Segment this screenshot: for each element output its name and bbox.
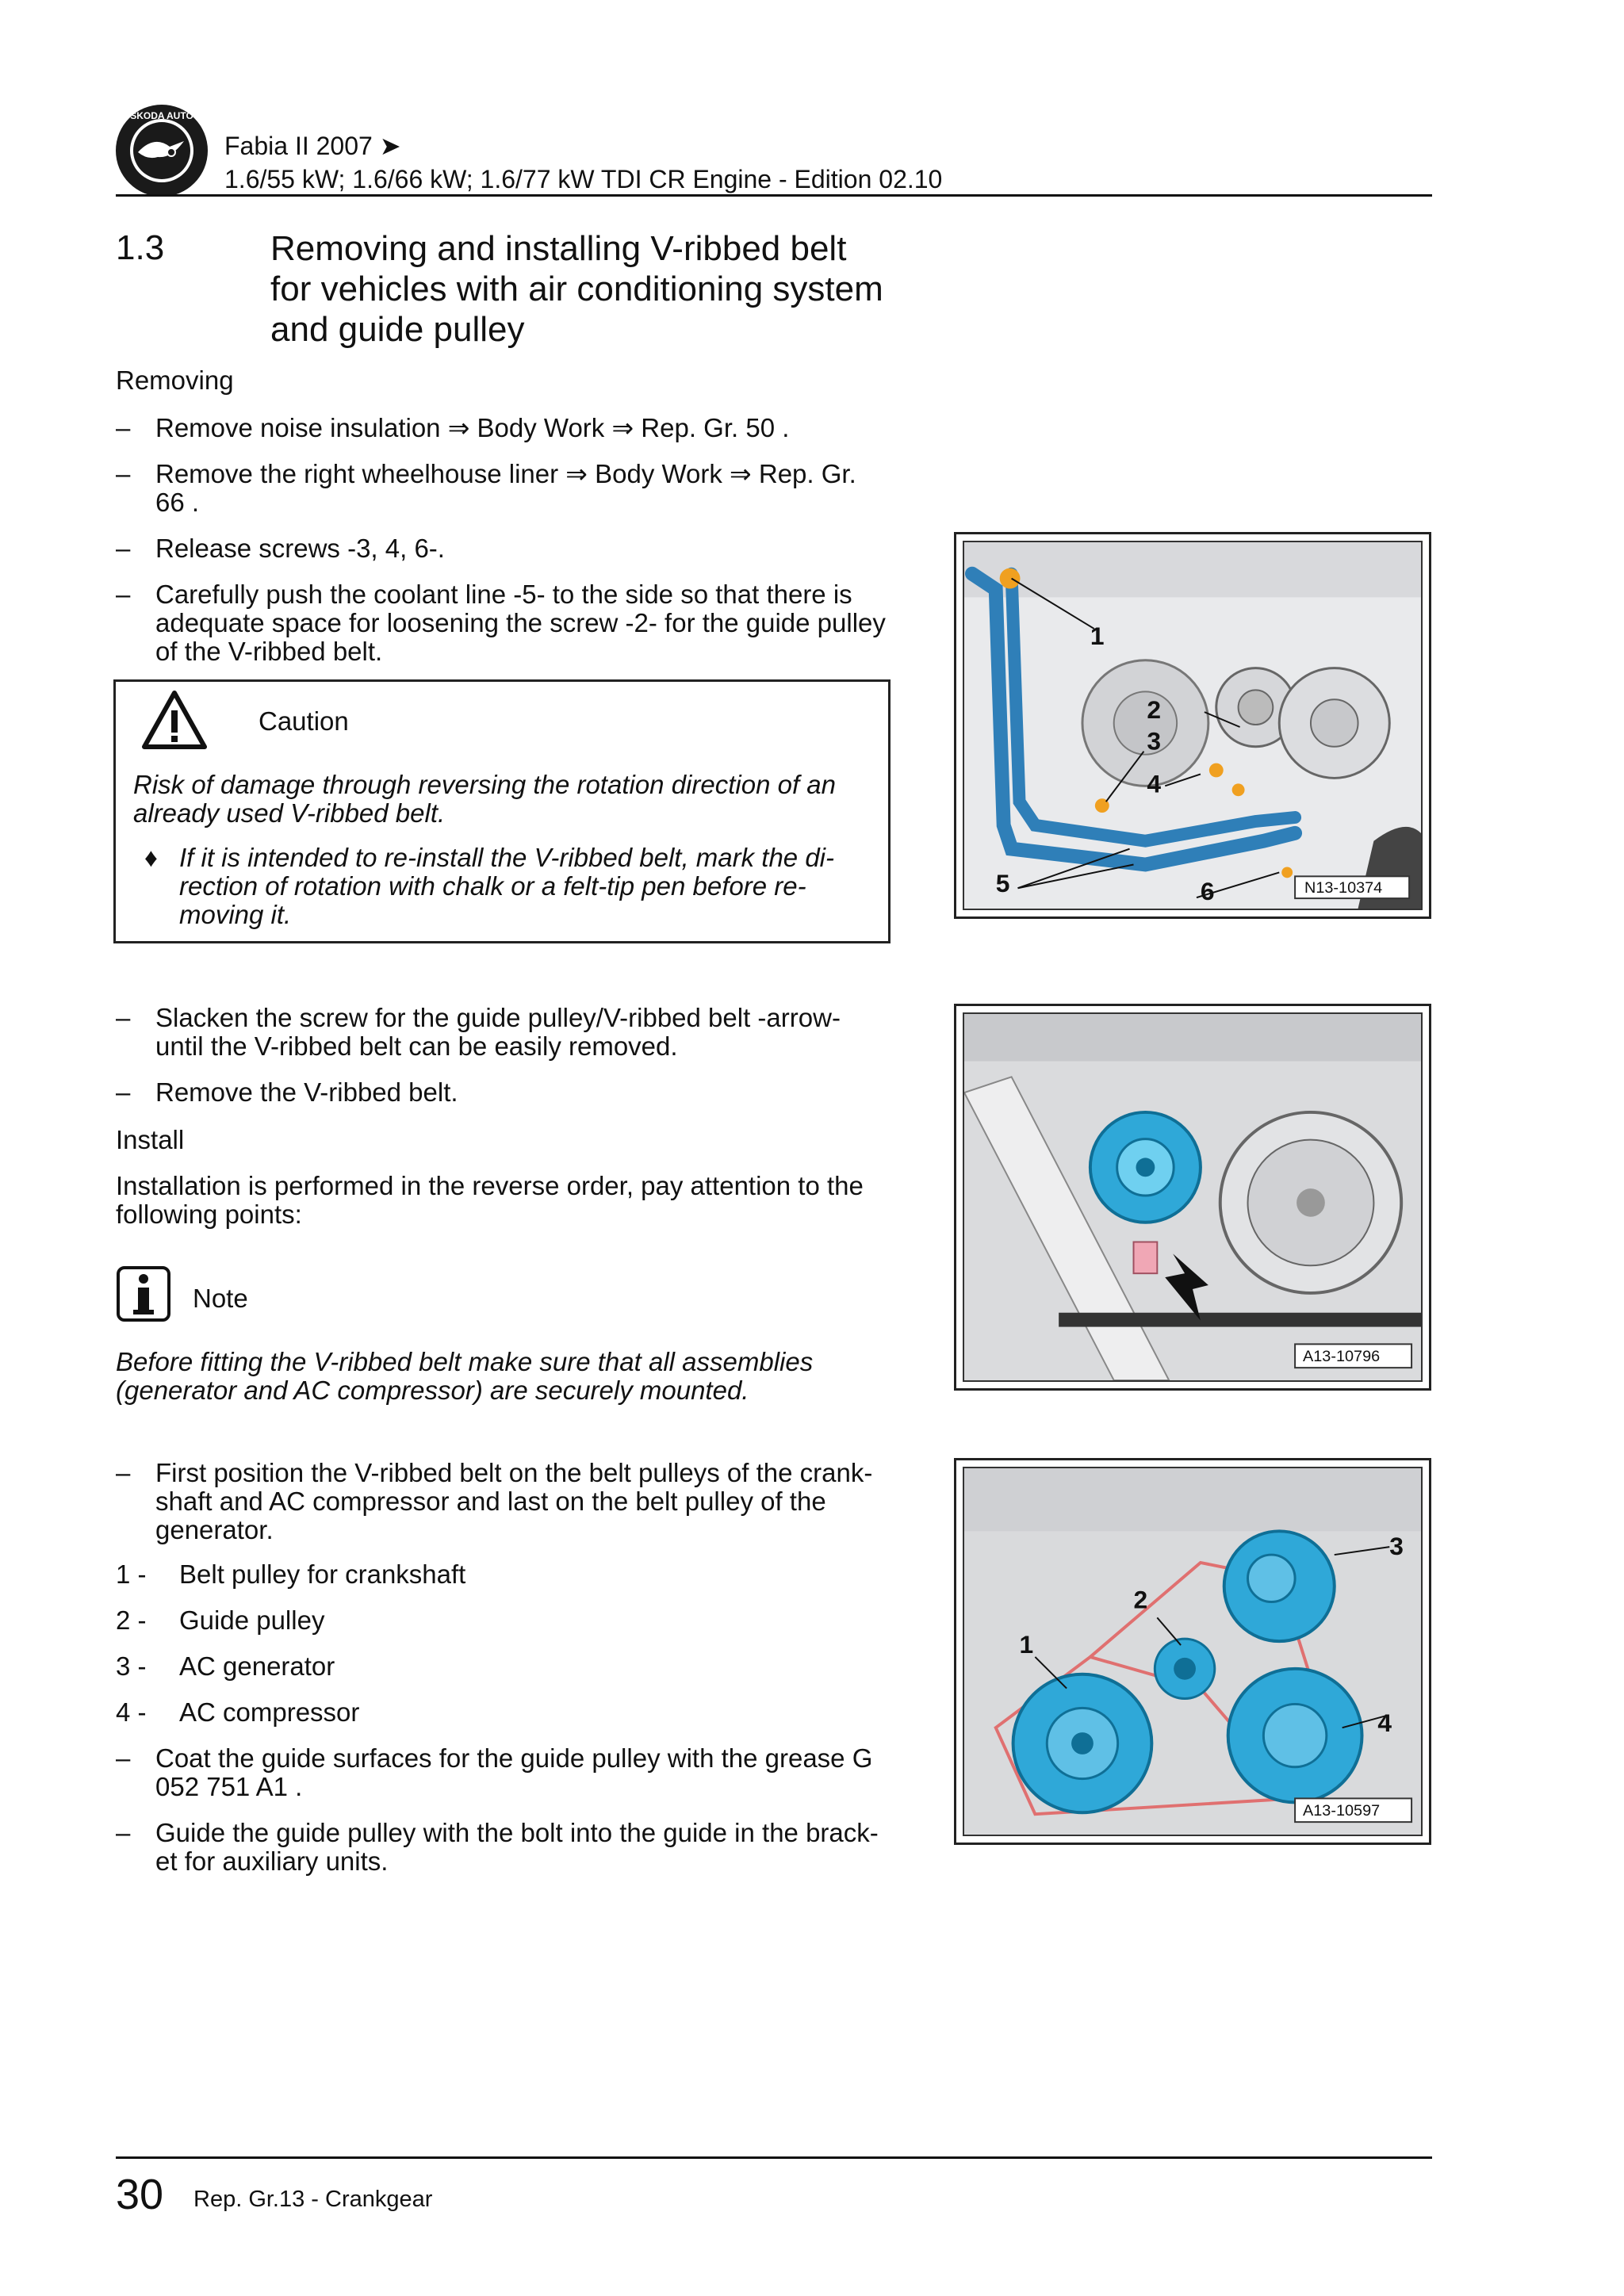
caution-text-line: Risk of damage through reversing the rotation direction of an [133, 770, 837, 799]
legend-label: AC generator [179, 1651, 335, 1681]
caution-text [133, 771, 879, 828]
figure-id: A13-10796 [1303, 1348, 1381, 1366]
step-item [116, 580, 909, 666]
note-text-line: Before fitting the V-ribbed belt make sure that all assemblies [116, 1347, 814, 1376]
figure-image [963, 1467, 1423, 1836]
caution-text-line: already used V-ribbed belt. [133, 798, 446, 828]
step-item [116, 534, 909, 563]
caution-title: Caution [259, 706, 349, 736]
header-rule [116, 194, 1432, 197]
step-item [116, 414, 909, 442]
figure-engine-screws [954, 532, 1431, 919]
figure-guide-pulley-screw [954, 1004, 1431, 1391]
page-number: 30 [116, 2171, 164, 2218]
step-item [116, 1744, 909, 1801]
figure-callout: 4 [1147, 769, 1162, 798]
step-text: Remove the V-ribbed belt. [155, 1077, 458, 1107]
step-text: Remove the right wheelhouse liner ⇒ Body Work ⇒ Rep. Gr. [155, 459, 856, 488]
step-text: of the V-ribbed belt. [155, 637, 383, 666]
step-text: First position the V-ribbed belt on the belt pulleys of the crank- [155, 1458, 873, 1487]
dash: – [116, 1077, 131, 1107]
step-text: Slacken the screw for the guide pulley/V-ribbed belt -arrow- [155, 1003, 841, 1032]
step-text: 66 . [155, 488, 200, 517]
install-intro-line: following points: [116, 1200, 302, 1229]
figure-callout: 1 [1019, 1630, 1034, 1659]
dash: – [116, 1743, 131, 1773]
legend-label: Guide pulley [179, 1605, 325, 1635]
legend-index: 1 - [116, 1559, 147, 1589]
step-item [116, 1004, 909, 1061]
footer-rule [116, 2156, 1432, 2159]
step-text: Carefully push the coolant line -5- to the side so that there is [155, 580, 852, 609]
section-title-line: Removing and installing V-ribbed belt [270, 229, 847, 268]
step-item [116, 1078, 909, 1107]
dash: – [116, 459, 131, 488]
step-text: et for auxiliary units. [155, 1846, 389, 1876]
figure-callout: 2 [1147, 695, 1162, 725]
footer-text: Rep. Gr.13 - Crankgear [193, 2187, 433, 2212]
caution-box [113, 679, 891, 943]
note-text-line: (generator and AC compressor) are securely mounted. [116, 1376, 749, 1405]
step-item [116, 1459, 909, 1544]
legend-label: AC compressor [179, 1697, 360, 1727]
figure-callout: 2 [1133, 1585, 1148, 1614]
section-title-line: and guide pulley [270, 310, 525, 349]
legend-item [116, 1652, 829, 1684]
install-intro-line: Installation is performed in the reverse order, pay attention to the [116, 1171, 864, 1200]
step-text: Coat the guide surfaces for the guide pulley with the grease G [155, 1743, 873, 1773]
legend-item [116, 1698, 829, 1730]
figure-callout: 5 [995, 869, 1010, 898]
step-text: generator. [155, 1515, 274, 1544]
note-title: Note [193, 1284, 248, 1313]
section-title [270, 228, 883, 350]
dash: – [116, 1818, 131, 1847]
install-intro [116, 1172, 909, 1229]
svg-text:ŠKODA AUTO: ŠKODA AUTO [130, 110, 193, 121]
header-model: Fabia II 2007 ➤ [224, 132, 401, 160]
figure-callout: 4 [1377, 1709, 1392, 1738]
step-text: Remove noise insulation ⇒ Body Work ⇒ Rep. Gr. 50 . [155, 413, 790, 442]
legend-label: Belt pulley for crankshaft [179, 1559, 466, 1589]
legend-item [116, 1560, 829, 1592]
figure-belt-routing [954, 1458, 1431, 1845]
caution-bullet-line: If it is intended to re-install the V-ribbed belt, mark the di- [179, 843, 834, 872]
step-text: shaft and AC compressor and last on the belt pulley of the [155, 1487, 826, 1516]
step-text: 052 751 A1 . [155, 1772, 303, 1801]
removing-heading: Removing [116, 365, 234, 395]
step-item [116, 460, 909, 517]
dash: – [116, 580, 131, 609]
step-item [116, 1819, 909, 1876]
figure-callout: 3 [1389, 1532, 1404, 1561]
figure-id: A13-10597 [1303, 1802, 1381, 1820]
caution-bullet-text [179, 844, 877, 929]
caution-bullet-line: moving it. [179, 900, 292, 929]
step-text: Guide the guide pulley with the bolt into the guide in the brack- [155, 1818, 879, 1847]
install-heading: Install [116, 1125, 185, 1154]
figure-image [963, 541, 1423, 910]
step-text: Release screws -3, 4, 6-. [155, 534, 445, 563]
header-engine: 1.6/55 kW; 1.6/66 kW; 1.6/77 kW TDI CR Engine - Edition 02.10 [224, 165, 943, 193]
dash: – [116, 1458, 131, 1487]
skoda-logo [114, 103, 209, 198]
info-icon [116, 1265, 171, 1322]
legend-index: 2 - [116, 1605, 147, 1635]
figure-id: N13-10374 [1304, 879, 1383, 897]
warning-triangle-icon [141, 690, 208, 750]
note-text [116, 1348, 909, 1405]
dash: – [116, 534, 131, 563]
dash: – [116, 1003, 131, 1032]
figure-callout: 3 [1147, 726, 1162, 756]
dash: – [116, 413, 131, 442]
section-title-line: for vehicles with air conditioning system [270, 270, 883, 308]
legend-item [116, 1606, 829, 1638]
caution-bullet: ♦ [144, 843, 158, 872]
legend-index: 4 - [116, 1697, 147, 1727]
caution-bullet-line: rection of rotation with chalk or a felt-tip pen before re- [179, 871, 806, 901]
step-text: until the V-ribbed belt can be easily removed. [155, 1031, 678, 1061]
legend-index: 3 - [116, 1651, 147, 1681]
figure-callout: 6 [1200, 877, 1215, 906]
figure-callout: 1 [1090, 621, 1105, 650]
figure-image [963, 1012, 1423, 1382]
step-text: adequate space for loosening the screw -2- for the guide pulley [155, 608, 886, 637]
section-number: 1.3 [116, 228, 165, 267]
